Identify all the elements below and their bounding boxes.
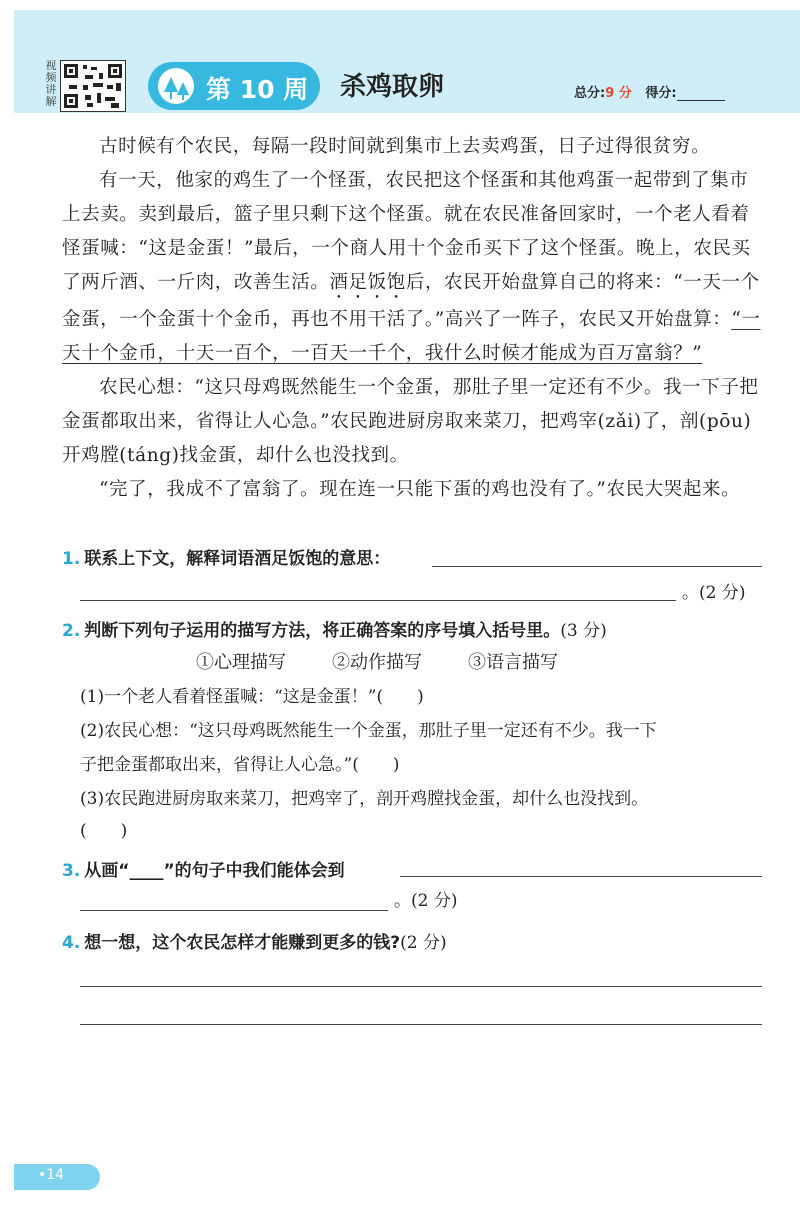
score-box <box>574 82 725 101</box>
paragraph-4: “完了，我成不了富翁了。现在连一只能下蛋的鸡也没有了。”农民大哭起来。 <box>99 479 741 500</box>
week-label: 第 10 周 <box>206 75 309 104</box>
question-4: 4. 想一想，这个农民怎样才能赚到更多的钱?(2 分) <box>62 933 447 953</box>
score-blank[interactable] <box>677 88 725 101</box>
answer-line-4b[interactable] <box>80 1024 762 1025</box>
underlined-sentence: “一天十个金币，十天一百个，一百天一千个，我什么时候才能成为百万富翁？” <box>62 309 761 364</box>
total-label: 总分: <box>574 86 606 101</box>
question-3: 3. 从画“____”的句子中我们能体会到 <box>62 861 345 881</box>
option-list <box>196 648 604 674</box>
q2-item-2b[interactable]: 子把金蛋都取出来，省得让人心急。”( ) <box>80 755 400 775</box>
qr-label: 视频讲解 <box>45 59 57 108</box>
paragraph-3: 农民心想：“这只母鸡既然能生一个金蛋，那肚子里一定还有不少。我一下子把金蛋都取出来，省得让人心急。”农民跑进厨房取来菜刀，把鸡宰(zǎi)了，剖(pōu)开鸡膛(táng)找金蛋，却什么也没找到。 <box>62 377 759 466</box>
passage <box>62 130 764 507</box>
total-value: 9 分 <box>605 86 632 101</box>
q2-item-1[interactable]: (1)一个老人看着怪蛋喊：“这是金蛋！”( ) <box>80 687 424 707</box>
qr-code-icon[interactable] <box>60 60 126 112</box>
question-3-points: 。(2 分) <box>394 891 458 911</box>
paragraph-1: 古时候有个农民，每隔一段时间就到集市上去卖鸡蛋，日子过得很贫穷。 <box>99 136 711 157</box>
q2-item-2a: (2)农民心想：“这只母鸡既然能生一个金蛋，那肚子里一定还有不少。我一下 <box>80 721 657 741</box>
page-title: 杀鸡取卵 <box>340 72 445 102</box>
answer-line-3b[interactable] <box>80 910 388 911</box>
week-badge <box>148 62 320 110</box>
answer-line-1a[interactable] <box>432 566 762 567</box>
tree-icon <box>158 68 194 104</box>
answer-line-1b[interactable] <box>80 600 676 601</box>
score-label: 得分: <box>645 86 677 101</box>
answer-line-4a[interactable] <box>80 986 762 987</box>
question-1-points: 。(2 分) <box>682 583 746 603</box>
option-3: ③语言描写 <box>468 652 558 673</box>
dotted-phrase: 酒足饭饱 <box>329 272 406 293</box>
q2-item-3b[interactable]: ( ) <box>80 821 128 841</box>
question-2: 2. 判断下列句子运用的描写方法，将正确答案的序号填入括号里。(3 分) <box>62 621 607 641</box>
q2-item-3a: (3)农民跑进厨房取来菜刀，把鸡宰了，剖开鸡膛找金蛋，却什么也没找到。 <box>80 789 649 809</box>
option-1: ①心理描写 <box>196 652 286 673</box>
answer-line-3a[interactable] <box>400 876 762 877</box>
page-number: •14 <box>38 1167 65 1183</box>
question-1: 1. 联系上下文，解释词语酒足饭饱的意思： <box>62 549 391 569</box>
option-2: ②动作描写 <box>332 652 422 673</box>
paragraph-2: 有一天，他家的鸡生了一个怪蛋，农民把这个怪蛋和其他鸡蛋一起带到了集市上去卖。卖到最后，篮子里只剩下这个怪蛋。就在农民准备回家时，一个老人看着怪蛋喊：“这是金蛋！”最后，一个商人用十个金币买下了这个怪蛋。晚上，农民买了两斤酒、一斤肉，改善生活。酒足饭饱后，农民开始盘算自己的将来：“一天一个金蛋，一个金蛋十个金币，再也不用干活了。”高兴了一阵子，农民又开始盘算：“一天十个金币，十天一百个，一百天一千个，我什么时候才能成为百万富翁？” <box>62 170 761 364</box>
